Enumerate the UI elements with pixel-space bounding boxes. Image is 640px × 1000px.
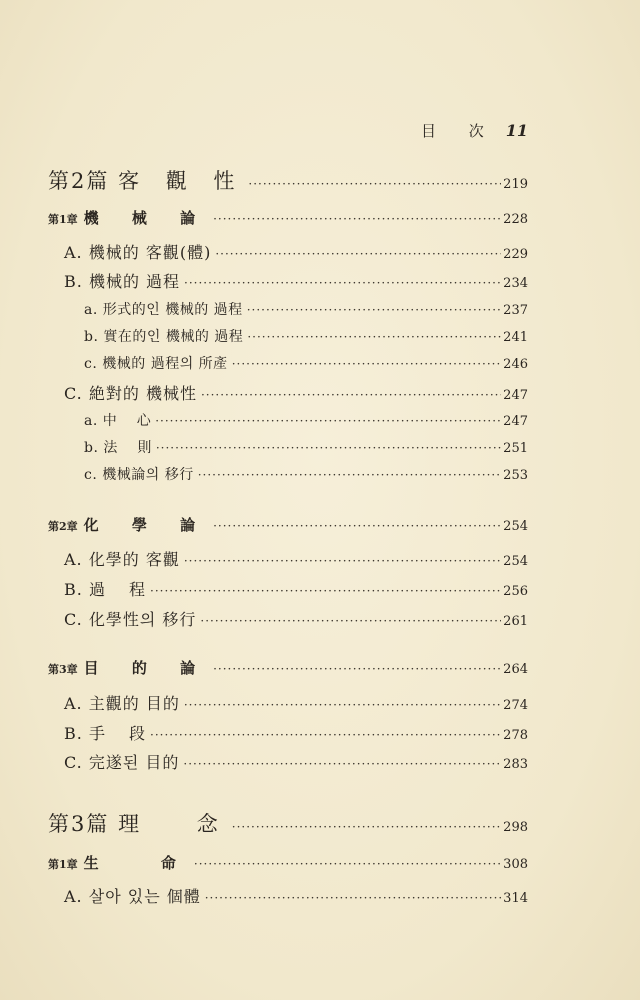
entry-title: 化學性의 移行 [88,610,197,629]
entry-label [48,657,209,678]
leader-dots [194,857,501,871]
header-page-number: 11 [505,121,528,140]
entry-label [84,299,243,319]
leader-dots [155,414,501,428]
toc-entry-subsection [84,410,528,430]
toc-entry-section [64,240,528,263]
entry-page-number: 229 [503,247,528,262]
entry-label [84,437,152,457]
entry-prefix: 第2章 [48,520,78,533]
entry-prefix: b. [84,440,99,456]
entry-title: 理 念 [118,812,228,836]
toc-entry-subsection [84,437,528,457]
entry-prefix: b. [84,329,99,345]
toc-entry-chapter [48,657,528,678]
entry-prefix: 第1章 [48,213,78,226]
toc-entry-part [48,165,528,195]
entry-label [64,691,180,714]
entry-prefix: A. [64,243,83,262]
entry-prefix: a. [84,413,98,429]
leader-dots [247,303,501,317]
entry-label [64,750,179,773]
entry-page-number: 264 [503,662,528,677]
entry-label [64,547,180,570]
entry-page-number: 256 [503,584,528,599]
leader-dots [232,357,501,371]
entry-label [64,240,211,263]
entry-label [64,577,146,600]
entry-page-number: 253 [503,468,528,483]
leader-dots [215,247,501,261]
toc-entry-chapter [48,514,528,535]
toc-entry-section [64,721,528,744]
entry-label [64,381,197,404]
entry-label [64,607,196,630]
entry-prefix: 第1章 [48,858,78,871]
entry-title: 化 學 論 [83,516,210,534]
entry-prefix: C. [64,753,83,772]
entry-title: 中 心 [102,413,152,429]
entry-label [84,464,194,484]
entry-prefix: C. [64,384,83,403]
toc-entry-subsection [84,464,528,484]
leader-dots [213,519,501,533]
entry-title: 過 程 [88,580,147,599]
entry-title: 完遂된 目的 [88,753,180,772]
entry-prefix: A. [64,694,83,713]
entry-label [84,410,151,430]
leader-dots [201,388,501,402]
entry-title: 手 段 [88,724,147,743]
entry-prefix: c. [84,467,98,483]
entry-label [84,353,228,373]
toc-entry-chapter [48,207,528,228]
entry-label [64,884,201,907]
leader-dots [184,276,501,290]
entry-page-number: 254 [503,519,528,534]
leader-dots [183,757,501,771]
entry-page-number: 261 [503,614,528,629]
entry-title: 機械的 過程 [88,272,181,291]
entry-title: 客 觀 性 [118,169,245,193]
entry-label [48,514,209,535]
entry-page-number: 246 [503,357,528,372]
toc-entry-section [64,750,528,773]
entry-page-number: 241 [503,330,528,345]
toc-entry-section [64,607,528,630]
entry-page-number: 308 [503,857,528,872]
entry-title: 形式的인 機械的 過程 [102,302,243,318]
leader-dots [213,212,501,226]
toc-entry-section [64,381,528,404]
entry-title: 살아 있는 個體 [88,887,201,906]
entry-title: 主觀的 目的 [88,694,180,713]
entry-title: 實在的인 機械的 過程 [103,329,244,345]
entry-title: 機 械 論 [83,209,210,227]
entry-page-number: 278 [503,728,528,743]
entry-page-number: 274 [503,698,528,713]
entry-prefix: 第2篇 [48,169,110,193]
leader-dots [247,330,501,344]
entry-prefix: B. [64,724,83,743]
entry-prefix: 第3篇 [48,812,110,836]
entry-title: 機械的 過程의 所產 [102,356,228,372]
entry-label [84,326,243,346]
entry-page-number: 228 [503,212,528,227]
entry-label [48,852,190,873]
leader-dots [150,728,501,742]
header-title: 目 次 [420,122,498,140]
entry-prefix: B. [64,272,83,291]
entry-title: 目 的 論 [83,659,210,677]
entry-title: 化學的 客觀 [88,550,180,569]
entry-page-number: 237 [503,303,528,318]
leader-dots [248,177,501,191]
entry-label [64,269,180,292]
entry-page-number: 254 [503,554,528,569]
leader-dots [232,820,501,834]
entry-page-number: 283 [503,757,528,772]
toc-entry-subsection [84,353,528,373]
toc-entry-section [64,547,528,570]
leader-dots [156,441,501,455]
entry-label [48,165,244,195]
toc-entry-subsection [84,326,528,346]
entry-page-number: 247 [503,414,528,429]
toc-entry-section [64,691,528,714]
entry-title: 機械論의 移行 [102,467,194,483]
entry-title: 機械的 客觀(體) [88,243,212,262]
entry-page-number: 247 [503,388,528,403]
leader-dots [184,554,501,568]
entry-title: 法 則 [103,440,152,456]
toc-entry-chapter [48,852,528,873]
leader-dots [184,698,501,712]
leader-dots [200,614,501,628]
leader-dots [213,662,501,676]
entry-prefix: A. [64,887,83,906]
toc-entry-section [64,884,528,907]
entry-prefix: A. [64,550,83,569]
entry-label [64,721,146,744]
running-header [421,120,528,141]
entry-label [48,808,228,838]
entry-prefix: C. [64,610,83,629]
entry-page-number: 298 [503,820,528,835]
entry-page-number: 219 [503,177,528,192]
leader-dots [150,584,501,598]
entry-prefix: 第3章 [48,663,78,676]
entry-page-number: 251 [503,441,528,456]
entry-title: 絶對的 機械性 [88,384,197,403]
toc-entry-part [48,808,528,838]
leader-dots [198,468,501,482]
entry-page-number: 314 [503,891,528,906]
entry-page-number: 234 [503,276,528,291]
toc-entry-section [64,577,528,600]
entry-prefix: B. [64,580,83,599]
entry-prefix: c. [84,356,98,372]
entry-title: 生 命 [83,854,190,872]
toc-entry-section [64,269,528,292]
toc-entry-subsection [84,299,528,319]
leader-dots [205,891,501,905]
entry-prefix: a. [84,302,98,318]
entry-label [48,207,209,228]
